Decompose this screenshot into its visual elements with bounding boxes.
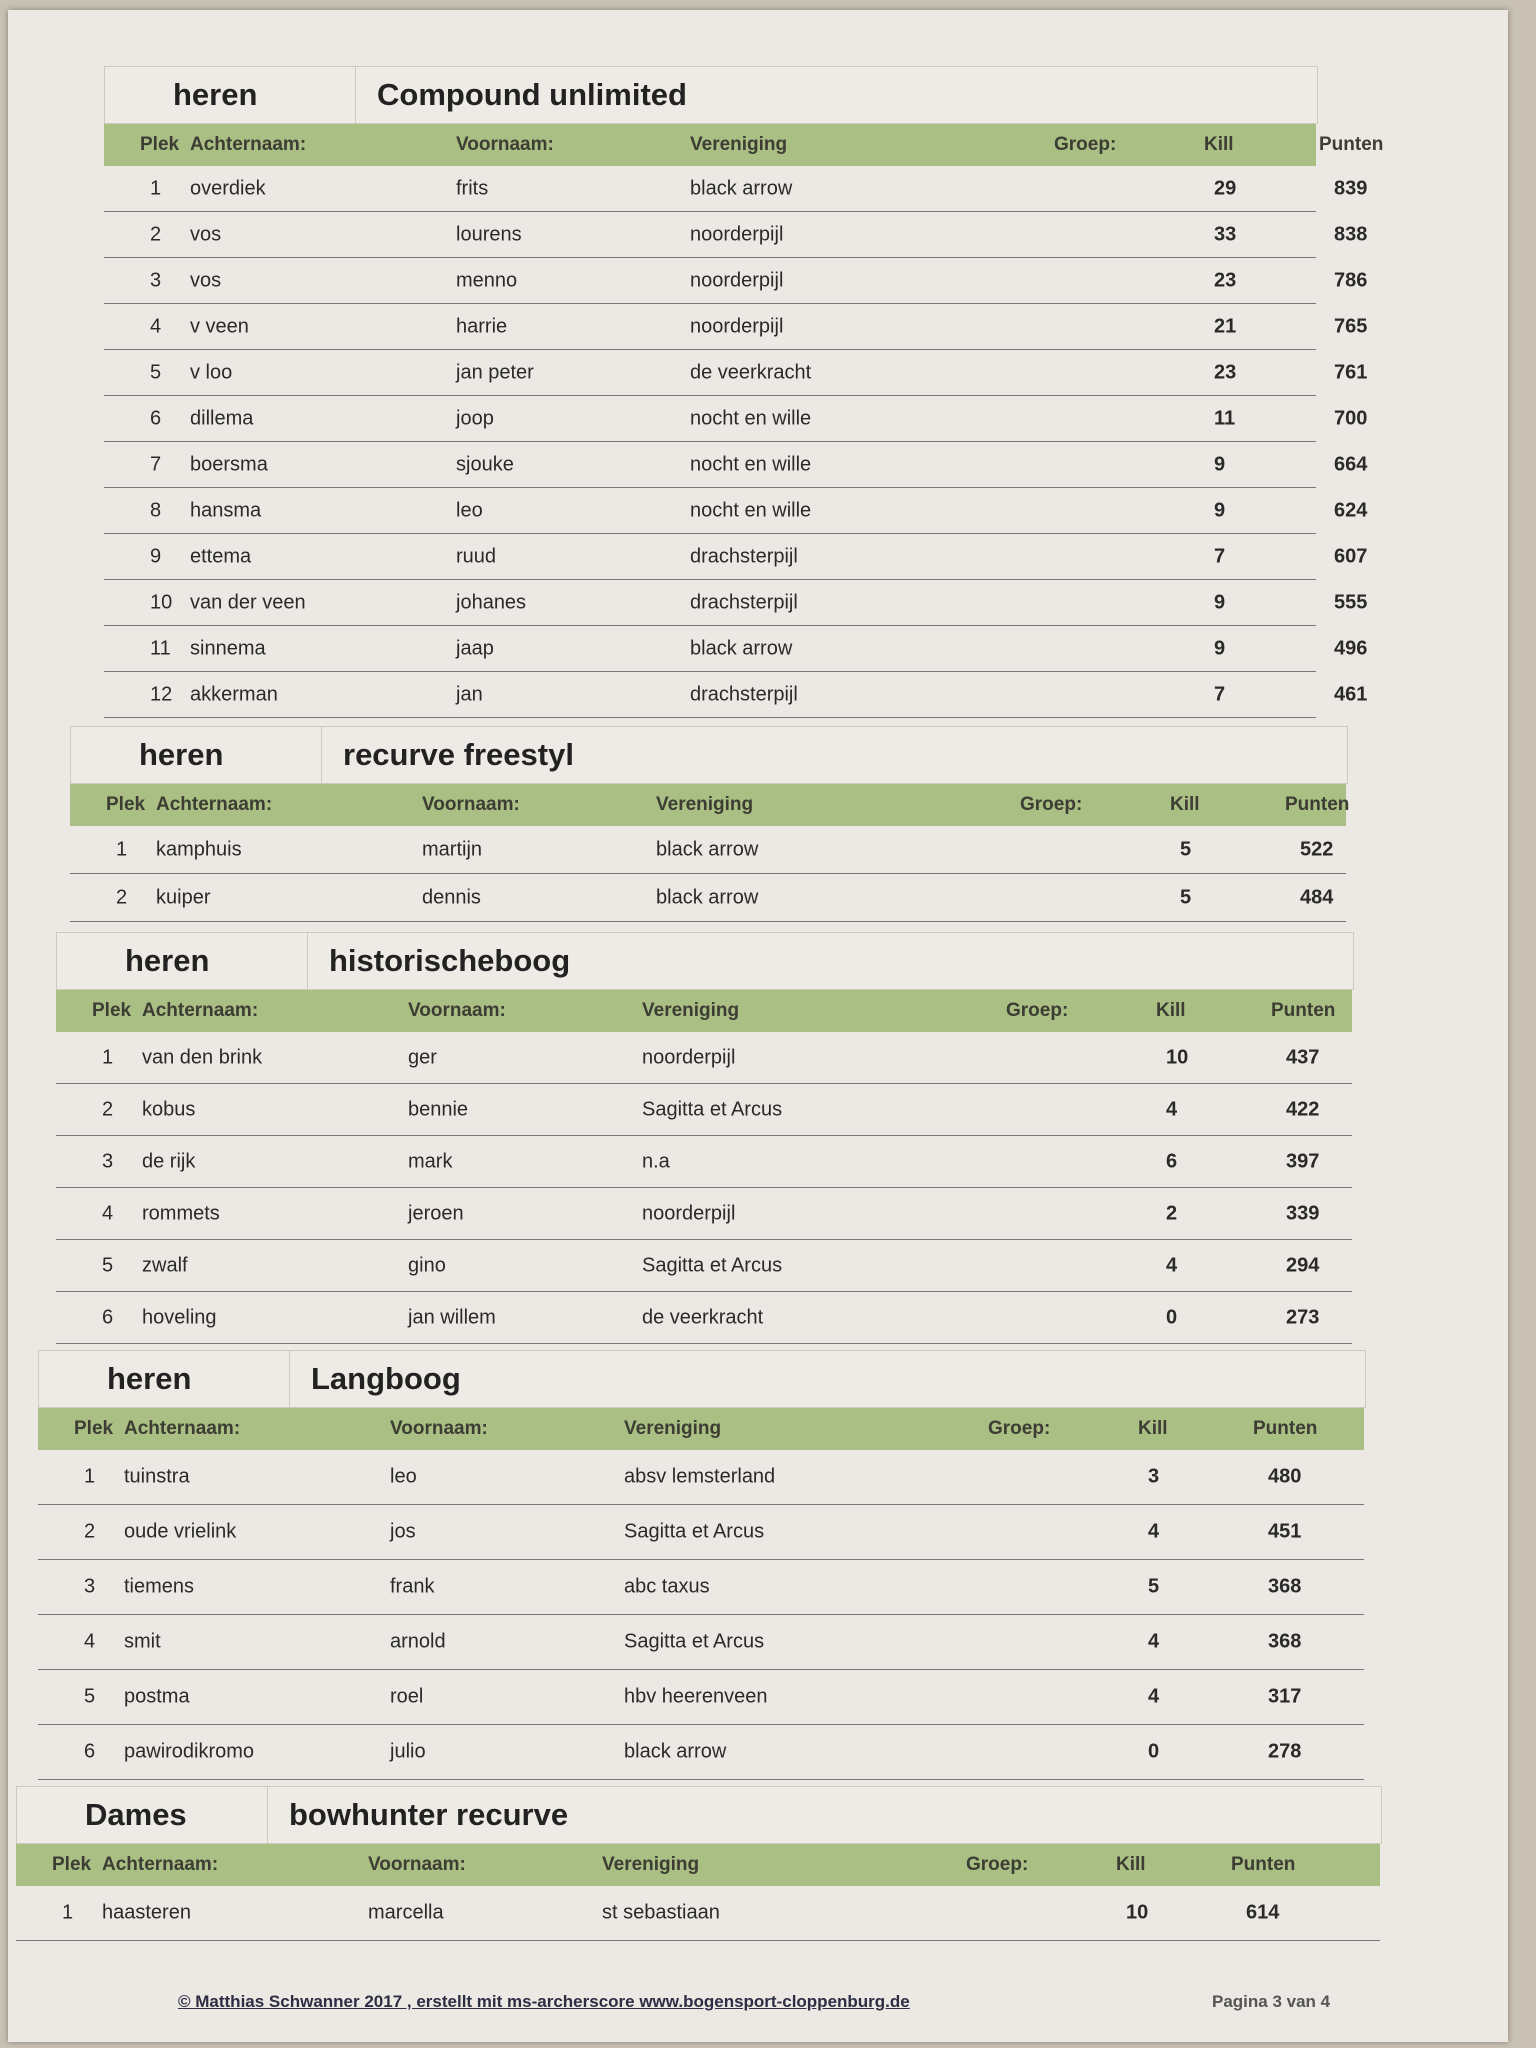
cell-voornaam: jos (390, 1520, 416, 1543)
table-header (16, 1844, 1380, 1886)
table-row (104, 580, 1368, 626)
cell-kill: 6 (1166, 1150, 1178, 1172)
header-punten: Punten (1285, 794, 1350, 815)
cell-voornaam: harrie (456, 315, 508, 337)
table-row (38, 1670, 1364, 1725)
cell-plek: 1 (84, 1465, 96, 1488)
table-row (38, 1560, 1364, 1615)
cell-plek: 6 (84, 1740, 96, 1763)
cell-kill: 11 (1214, 407, 1236, 429)
cell-punten: 555 (1334, 591, 1368, 613)
table-row (38, 1725, 1364, 1780)
cell-punten: 522 (1300, 838, 1334, 860)
cell-punten: 786 (1334, 269, 1368, 291)
cell-punten: 339 (1286, 1202, 1320, 1224)
cell-punten: 839 (1334, 177, 1368, 199)
cell-vereniging: hbv heerenveen (624, 1685, 768, 1708)
header-punten: Punten (1271, 1000, 1336, 1021)
header-achternaam: Achternaam: (102, 1854, 219, 1875)
cell-achternaam: v loo (190, 361, 233, 383)
header-kill: Kill (1156, 1000, 1186, 1021)
table-header (56, 990, 1352, 1032)
section-title-bar (38, 1350, 1366, 1408)
cell-kill: 7 (1214, 683, 1226, 705)
footer-page-number: Pagina 3 van 4 (1212, 1992, 1331, 2011)
header-vereniging: Vereniging (642, 1000, 740, 1021)
cell-kill: 9 (1214, 637, 1226, 659)
table-row (104, 672, 1368, 718)
table-row (104, 350, 1368, 396)
header-plek: Plek (140, 134, 180, 155)
cell-kill: 5 (1148, 1575, 1160, 1598)
cell-punten: 480 (1268, 1465, 1302, 1488)
header-vereniging: Vereniging (656, 794, 754, 815)
cell-vereniging: black arrow (656, 838, 759, 860)
table-row (56, 1188, 1352, 1240)
cell-kill: 5 (1180, 886, 1192, 908)
cell-vereniging: drachsterpijl (690, 545, 798, 567)
cell-kill: 10 (1126, 1901, 1149, 1924)
cell-kill: 23 (1214, 361, 1237, 383)
table-row (16, 1886, 1380, 1941)
cell-punten: 664 (1334, 453, 1368, 475)
cell-punten: 838 (1334, 223, 1368, 245)
cell-achternaam: de rijk (142, 1150, 196, 1172)
cell-punten: 437 (1286, 1046, 1320, 1068)
table-row (104, 442, 1368, 488)
cell-vereniging: de veerkracht (642, 1306, 764, 1328)
cell-achternaam: van der veen (190, 591, 306, 613)
cell-achternaam: kobus (142, 1098, 196, 1120)
header-voornaam: Voornaam: (456, 134, 554, 155)
cell-plek: 6 (150, 407, 162, 429)
cell-vereniging: Sagitta et Arcus (642, 1254, 783, 1276)
cell-plek: 1 (102, 1046, 114, 1068)
cell-vereniging: noorderpijl (690, 269, 784, 291)
section-category: historischeboog (329, 943, 571, 978)
cell-plek: 4 (102, 1202, 114, 1224)
cell-kill: 10 (1166, 1046, 1189, 1068)
table-row (38, 1450, 1364, 1505)
cell-kill: 3 (1148, 1465, 1160, 1488)
cell-vereniging: black arrow (690, 177, 793, 199)
cell-punten: 273 (1286, 1306, 1320, 1328)
cell-plek: 2 (84, 1520, 96, 1543)
cell-voornaam: frank (390, 1575, 435, 1598)
cell-vereniging: Sagitta et Arcus (642, 1098, 783, 1120)
cell-punten: 451 (1268, 1520, 1302, 1543)
header-vereniging: Vereniging (690, 134, 788, 155)
table-row (38, 1615, 1364, 1670)
section-category: recurve freestyl (343, 737, 574, 772)
cell-kill: 4 (1166, 1254, 1178, 1276)
title-divider (267, 1787, 268, 1843)
cell-punten: 765 (1334, 315, 1368, 337)
cell-vereniging: absv lemsterland (624, 1465, 776, 1488)
cell-punten: 607 (1334, 545, 1368, 567)
cell-achternaam: dillema (190, 407, 254, 429)
cell-voornaam: julio (390, 1740, 426, 1763)
cell-vereniging: drachsterpijl (690, 591, 798, 613)
table-row (56, 1292, 1352, 1344)
cell-punten: 368 (1268, 1630, 1302, 1653)
cell-achternaam: kuiper (156, 886, 211, 908)
cell-achternaam: vos (190, 223, 222, 245)
cell-achternaam: hoveling (142, 1306, 217, 1328)
cell-kill: 5 (1180, 838, 1192, 860)
table-row (104, 534, 1368, 580)
cell-voornaam: jan peter (456, 361, 534, 383)
cell-voornaam: mark (408, 1150, 453, 1172)
cell-achternaam: tuinstra (124, 1465, 190, 1488)
cell-voornaam: bennie (408, 1098, 469, 1120)
cell-voornaam: johanes (456, 591, 527, 613)
cell-achternaam: vos (190, 269, 222, 291)
section-title-bar (70, 726, 1348, 784)
cell-punten: 422 (1286, 1098, 1320, 1120)
cell-voornaam: arnold (390, 1630, 446, 1653)
table-row (104, 258, 1368, 304)
header-voornaam: Voornaam: (368, 1854, 466, 1875)
cell-kill: 7 (1214, 545, 1226, 567)
cell-achternaam: hansma (190, 499, 262, 521)
table-row (56, 1032, 1352, 1084)
header-achternaam: Achternaam: (124, 1418, 241, 1439)
section-category: Langboog (311, 1361, 461, 1396)
table-row (56, 1240, 1352, 1292)
cell-vereniging: drachsterpijl (690, 683, 798, 705)
cell-voornaam: martijn (422, 838, 483, 860)
cell-punten: 700 (1334, 407, 1368, 429)
header-groep: Groep: (988, 1418, 1051, 1439)
header-groep: Groep: (1006, 1000, 1069, 1021)
section-title-bar (104, 66, 1318, 124)
title-divider (307, 933, 308, 989)
table-row (104, 304, 1368, 350)
cell-punten: 624 (1334, 499, 1368, 521)
cell-plek: 11 (150, 637, 171, 659)
cell-plek: 3 (150, 269, 162, 291)
cell-plek: 7 (150, 453, 162, 475)
section-title-bar (56, 932, 1354, 990)
cell-voornaam: marcella (368, 1901, 444, 1924)
cell-plek: 4 (84, 1630, 96, 1653)
cell-kill: 21 (1214, 315, 1237, 337)
cell-punten: 317 (1268, 1685, 1302, 1708)
cell-achternaam: rommets (142, 1202, 220, 1224)
header-groep: Groep: (1054, 134, 1117, 155)
cell-plek: 3 (102, 1150, 114, 1172)
cell-vereniging: nocht en wille (690, 453, 812, 475)
header-voornaam: Voornaam: (408, 1000, 506, 1021)
cell-punten: 761 (1334, 361, 1368, 383)
results-section-langboog (8, 1350, 1508, 1780)
table-row (104, 212, 1368, 258)
section-gender: heren (107, 1361, 192, 1396)
header-achternaam: Achternaam: (142, 1000, 259, 1021)
cell-kill: 0 (1148, 1740, 1160, 1763)
table-row (104, 488, 1368, 534)
cell-achternaam: pawirodikromo (124, 1740, 255, 1763)
cell-vereniging: nocht en wille (690, 407, 812, 429)
table-row (104, 166, 1368, 212)
cell-vereniging: black arrow (624, 1740, 727, 1763)
section-category: Compound unlimited (377, 77, 687, 112)
header-punten: Punten (1231, 1854, 1296, 1875)
cell-achternaam: haasteren (102, 1901, 191, 1924)
cell-punten: 484 (1300, 886, 1334, 908)
cell-plek: 4 (150, 315, 162, 337)
results-section-bowhunter-recurve (8, 1786, 1508, 1941)
section-gender: Dames (85, 1797, 187, 1832)
cell-plek: 3 (84, 1575, 96, 1598)
cell-vereniging: st sebastiaan (602, 1901, 720, 1924)
cell-punten: 614 (1246, 1901, 1280, 1924)
cell-kill: 33 (1214, 223, 1237, 245)
cell-voornaam: roel (390, 1685, 424, 1708)
cell-plek: 1 (62, 1901, 74, 1924)
cell-voornaam: menno (456, 269, 518, 291)
title-divider (355, 67, 356, 123)
cell-achternaam: sinnema (190, 637, 266, 659)
cell-plek: 5 (150, 361, 162, 383)
cell-plek: 1 (116, 838, 128, 860)
cell-voornaam: gino (408, 1254, 446, 1276)
table-row (70, 874, 1346, 922)
cell-achternaam: v veen (190, 315, 249, 337)
cell-voornaam: jan (456, 683, 483, 705)
cell-vereniging: noorderpijl (642, 1046, 736, 1068)
header-plek: Plek (74, 1418, 114, 1439)
header-voornaam: Voornaam: (390, 1418, 488, 1439)
table-row (56, 1136, 1352, 1188)
table-row (104, 626, 1368, 672)
results-section-historischeboog (8, 932, 1508, 1344)
cell-punten: 368 (1268, 1575, 1302, 1598)
cell-vereniging: noorderpijl (690, 315, 784, 337)
cell-voornaam: lourens (456, 223, 522, 245)
cell-achternaam: postma (124, 1685, 190, 1708)
cell-voornaam: leo (390, 1465, 417, 1488)
cell-plek: 8 (150, 499, 162, 521)
document-page (8, 10, 1508, 2042)
cell-kill: 9 (1214, 499, 1226, 521)
cell-kill: 29 (1214, 177, 1237, 199)
cell-voornaam: sjouke (456, 453, 514, 475)
cell-plek: 5 (84, 1685, 96, 1708)
cell-vereniging: abc taxus (624, 1575, 710, 1598)
section-title-bar (16, 1786, 1382, 1844)
header-kill: Kill (1170, 794, 1200, 815)
header-punten: Punten (1319, 134, 1384, 155)
cell-vereniging: noorderpijl (642, 1202, 736, 1224)
cell-kill: 9 (1214, 453, 1226, 475)
cell-plek: 6 (102, 1306, 114, 1328)
table-header (104, 124, 1384, 166)
section-gender: heren (125, 943, 210, 978)
cell-kill: 4 (1148, 1685, 1160, 1708)
cell-achternaam: tiemens (124, 1575, 195, 1598)
cell-achternaam: kamphuis (156, 838, 242, 860)
header-plek: Plek (106, 794, 146, 815)
cell-voornaam: joop (456, 407, 494, 429)
cell-kill: 4 (1148, 1520, 1160, 1543)
cell-voornaam: jaap (456, 637, 494, 659)
cell-punten: 397 (1286, 1150, 1320, 1172)
title-divider (321, 727, 322, 783)
cell-plek: 9 (150, 545, 162, 567)
header-vereniging: Vereniging (624, 1418, 722, 1439)
cell-kill: 23 (1214, 269, 1237, 291)
cell-plek: 10 (150, 591, 173, 613)
cell-kill: 4 (1148, 1630, 1160, 1653)
cell-vereniging: n.a (642, 1150, 670, 1172)
cell-vereniging: noorderpijl (690, 223, 784, 245)
cell-achternaam: oude vrielink (124, 1520, 237, 1543)
table-row (56, 1084, 1352, 1136)
header-achternaam: Achternaam: (190, 134, 307, 155)
cell-vereniging: Sagitta et Arcus (624, 1520, 765, 1543)
header-groep: Groep: (966, 1854, 1029, 1875)
cell-achternaam: overdiek (190, 177, 266, 199)
table-row (38, 1505, 1364, 1560)
cell-voornaam: ger (408, 1046, 437, 1068)
results-section-compound-unlimited (8, 66, 1508, 718)
cell-voornaam: dennis (422, 886, 481, 908)
cell-punten: 461 (1334, 683, 1368, 705)
header-kill: Kill (1116, 1854, 1146, 1875)
cell-achternaam: boersma (190, 453, 268, 475)
cell-plek: 12 (150, 683, 173, 705)
header-kill: Kill (1204, 134, 1234, 155)
title-divider (289, 1351, 290, 1407)
header-plek: Plek (52, 1854, 92, 1875)
header-groep: Groep: (1020, 794, 1083, 815)
cell-achternaam: van den brink (142, 1046, 263, 1068)
header-voornaam: Voornaam: (422, 794, 520, 815)
header-kill: Kill (1138, 1418, 1168, 1439)
header-punten: Punten (1253, 1418, 1318, 1439)
table-row (104, 396, 1368, 442)
cell-voornaam: jeroen (408, 1202, 464, 1224)
cell-achternaam: zwalf (142, 1254, 188, 1276)
cell-achternaam: ettema (190, 545, 252, 567)
cell-vereniging: Sagitta et Arcus (624, 1630, 765, 1653)
cell-kill: 4 (1166, 1098, 1178, 1120)
cell-voornaam: frits (456, 177, 489, 199)
footer-copyright-link[interactable]: © Matthias Schwanner 2017 , erstellt mit ms-archerscore www.bogensport-cloppenburg.de (178, 1992, 910, 2011)
cell-voornaam: jan willem (408, 1306, 496, 1328)
header-achternaam: Achternaam: (156, 794, 273, 815)
section-category: bowhunter recurve (289, 1797, 569, 1832)
cell-achternaam: smit (124, 1630, 161, 1653)
cell-vereniging: black arrow (690, 637, 793, 659)
header-vereniging: Vereniging (602, 1854, 700, 1875)
cell-voornaam: ruud (456, 545, 497, 567)
cell-punten: 278 (1268, 1740, 1302, 1763)
table-header (38, 1408, 1364, 1450)
cell-plek: 2 (150, 223, 162, 245)
table-row (70, 826, 1346, 874)
cell-punten: 496 (1334, 637, 1368, 659)
cell-plek: 1 (150, 177, 162, 199)
cell-voornaam: leo (456, 499, 483, 521)
cell-kill: 0 (1166, 1306, 1178, 1328)
cell-achternaam: akkerman (190, 683, 278, 705)
cell-vereniging: black arrow (656, 886, 759, 908)
cell-vereniging: nocht en wille (690, 499, 812, 521)
cell-kill: 2 (1166, 1202, 1178, 1224)
section-gender: heren (173, 77, 258, 112)
cell-plek: 2 (102, 1098, 114, 1120)
cell-vereniging: de veerkracht (690, 361, 812, 383)
section-gender: heren (139, 737, 224, 772)
table-header (70, 784, 1350, 826)
cell-punten: 294 (1286, 1254, 1320, 1276)
cell-plek: 5 (102, 1254, 114, 1276)
results-section-recurve-freestyl (8, 726, 1508, 922)
cell-kill: 9 (1214, 591, 1226, 613)
header-plek: Plek (92, 1000, 132, 1021)
cell-plek: 2 (116, 886, 128, 908)
